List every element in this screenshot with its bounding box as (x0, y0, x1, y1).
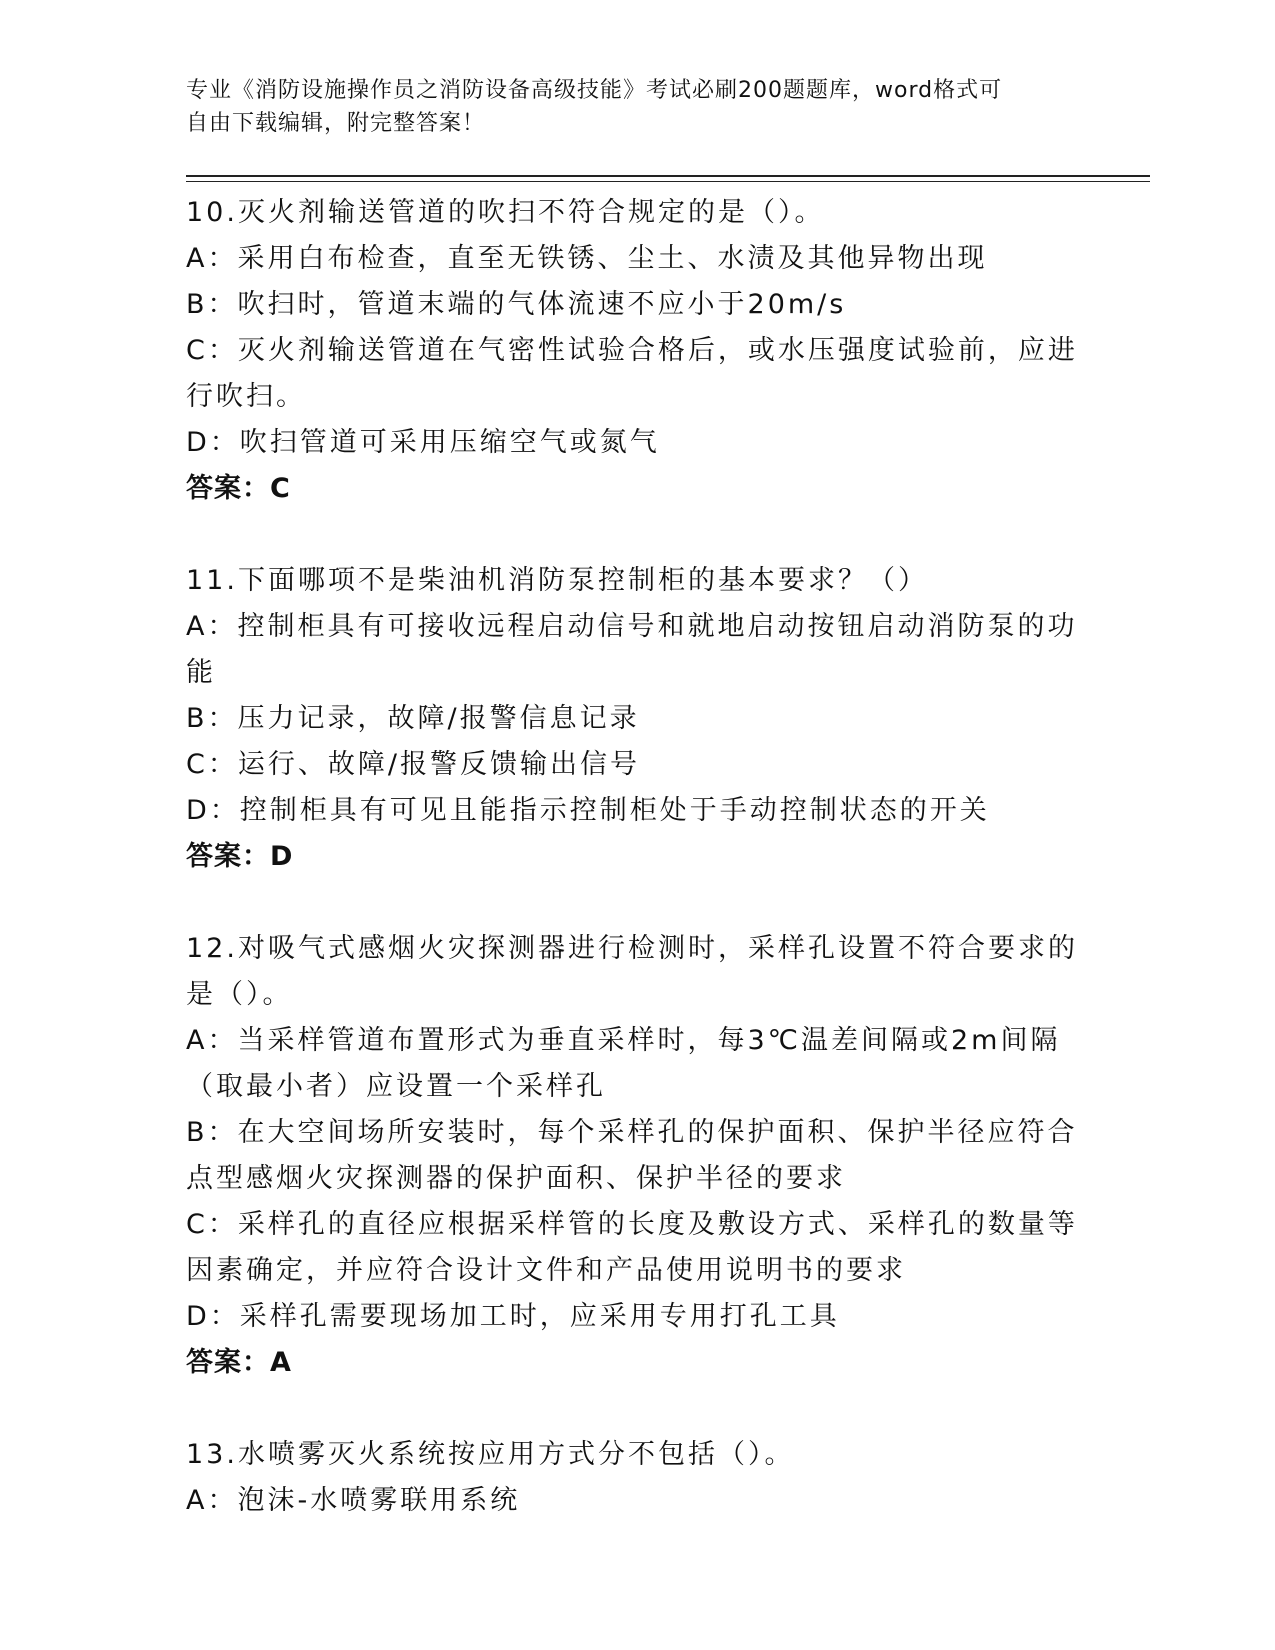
question-stem: 10.灭火剂输送管道的吹扫不符合规定的是（）。 (186, 197, 825, 228)
option-a: A：控制柜具有可接收远程启动信号和就地启动按钮启动消防泵的功能 (186, 611, 1078, 688)
option-d: D：控制柜具有可见且能指示控制柜处于手动控制状态的开关 (186, 795, 990, 826)
header-rule-thick (186, 175, 1150, 177)
question-10 (186, 190, 1086, 512)
option-c: C：运行、故障/报警反馈输出信号 (186, 749, 640, 780)
option-d: D：吹扫管道可采用压缩空气或氮气 (186, 427, 660, 458)
question-stem: 13.水喷雾灭火系统按应用方式分不包括（）。 (186, 1439, 795, 1470)
question-12 (186, 926, 1086, 1386)
document-header (186, 74, 1066, 140)
option-a: A：采用白布检查，直至无铁锈、尘土、水渍及其他异物出现 (186, 243, 988, 274)
question-11 (186, 558, 1086, 880)
option-c: C：采样孔的直径应根据采样管的长度及敷设方式、采样孔的数量等因素确定，并应符合设计文件和产品使用说明书的要求 (186, 1209, 1078, 1286)
question-13 (186, 1432, 1086, 1524)
question-list (186, 190, 1086, 1524)
answer-line: 答案：C (186, 473, 291, 504)
option-a: A：当采样管道布置形式为垂直采样时，每3℃温差间隔或2m间隔（取最小者）应设置一个采样孔 (186, 1025, 1061, 1102)
option-b: B：压力记录，故障/报警信息记录 (186, 703, 640, 734)
header-rule-thin (186, 181, 1150, 182)
header-line-2: 自由下载编辑，附完整答案！ (186, 111, 486, 136)
answer-line: 答案：D (186, 841, 294, 872)
header-line-1: 专业《消防设施操作员之消防设备高级技能》考试必刷200题题库，word格式可 (186, 78, 1003, 103)
question-stem: 12.对吸气式感烟火灾探测器进行检测时，采样孔设置不符合要求的是（）。 (186, 933, 1078, 1010)
option-a: A：泡沫-水喷雾联用系统 (186, 1485, 521, 1516)
question-stem: 11.下面哪项不是柴油机消防泵控制柜的基本要求？（） (186, 565, 928, 596)
option-b: B：在大空间场所安装时，每个采样孔的保护面积、保护半径应符合点型感烟火灾探测器的保护面积、保护半径的要求 (186, 1117, 1078, 1194)
option-c: C：灭火剂输送管道在气密性试验合格后，或水压强度试验前，应进行吹扫。 (186, 335, 1078, 412)
option-b: B：吹扫时，管道末端的气体流速不应小于20m/s (186, 289, 847, 320)
option-d: D：采样孔需要现场加工时，应采用专用打孔工具 (186, 1301, 840, 1332)
answer-line: 答案：A (186, 1347, 292, 1378)
